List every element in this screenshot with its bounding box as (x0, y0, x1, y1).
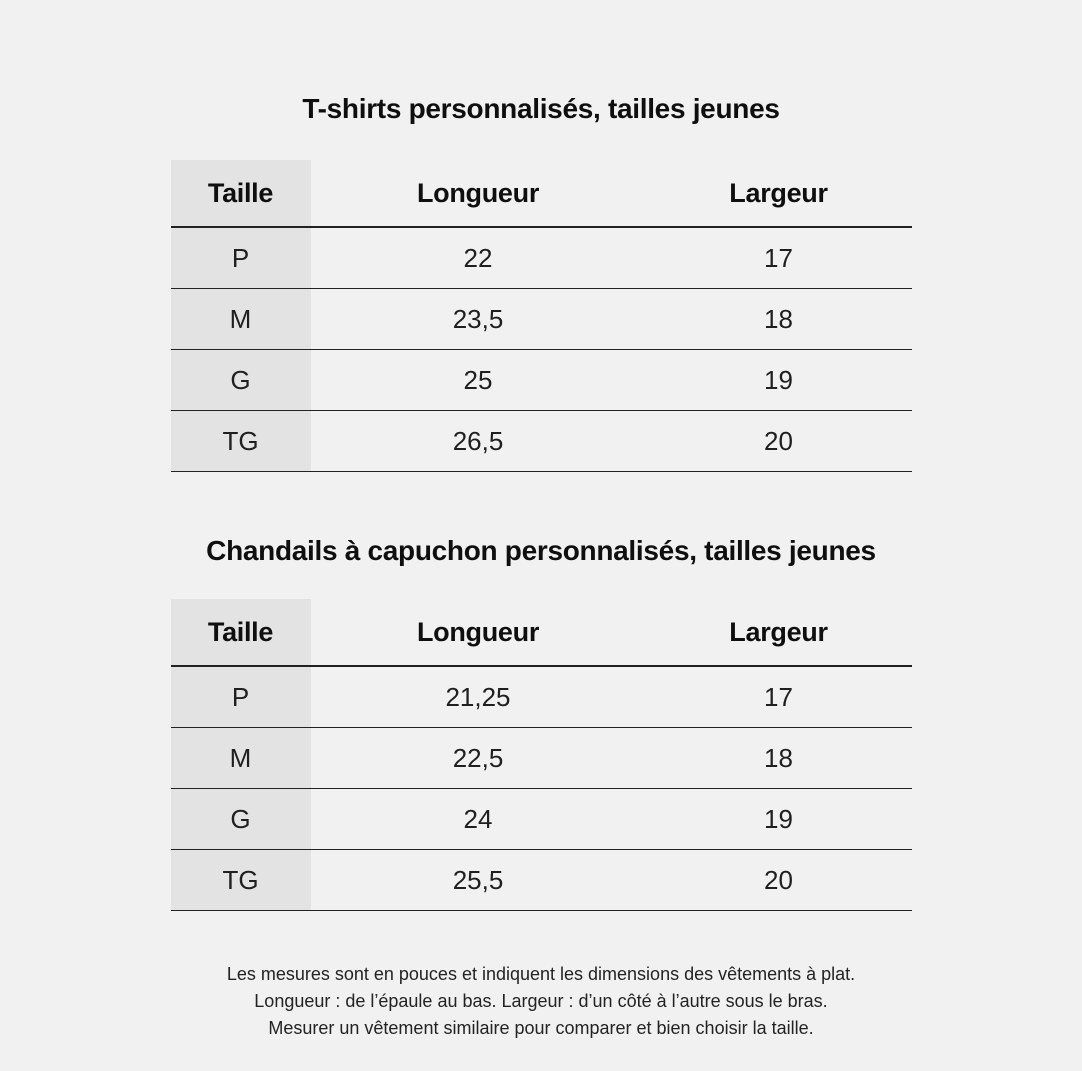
table-row (171, 227, 912, 289)
size-label: G (171, 789, 311, 850)
length-value: 25 (311, 350, 646, 411)
column-header-longueur: Longueur (311, 160, 646, 227)
column-header-longueur: Longueur (311, 599, 646, 666)
size-label: P (171, 666, 311, 728)
table-row (171, 411, 912, 472)
length-value: 26,5 (311, 411, 646, 472)
size-label: M (171, 289, 311, 350)
table-header-row (171, 599, 912, 666)
length-value: 22,5 (311, 728, 646, 789)
note-line-definitions: Longueur : de l’épaule au bas. Largeur : d’un côté à l’autre sous le bras. (254, 991, 828, 1012)
width-value: 19 (646, 350, 912, 411)
length-value: 24 (311, 789, 646, 850)
table-row (171, 728, 912, 789)
column-header-taille: Taille (171, 599, 311, 666)
size-label: TG (171, 411, 311, 472)
column-header-largeur: Largeur (646, 599, 912, 666)
note-line-advice: Mesurer un vêtement similaire pour comparer et bien choisir la taille. (268, 1018, 814, 1039)
tshirt-size-table (171, 160, 912, 472)
length-value: 23,5 (311, 289, 646, 350)
size-label: M (171, 728, 311, 789)
table-row (171, 350, 912, 411)
table-row (171, 850, 912, 911)
width-value: 17 (646, 227, 912, 289)
hoodie-section-title: Chandails à capuchon personnalisés, tailles jeunes (206, 535, 876, 567)
table-row (171, 789, 912, 850)
size-label: P (171, 227, 311, 289)
length-value: 22 (311, 227, 646, 289)
table-row (171, 289, 912, 350)
length-value: 25,5 (311, 850, 646, 911)
size-label: TG (171, 850, 311, 911)
hoodie-size-table (171, 599, 912, 911)
note-line-units: Les mesures sont en pouces et indiquent les dimensions des vêtements à plat. (226, 964, 856, 985)
column-header-largeur: Largeur (646, 160, 912, 227)
width-value: 18 (646, 289, 912, 350)
length-value: 21,25 (311, 666, 646, 728)
tshirt-section-title: T-shirts personnalisés, tailles jeunes (302, 93, 780, 125)
measurement-notes (171, 961, 912, 1042)
size-chart-sheet (171, 23, 912, 1042)
column-header-taille: Taille (171, 160, 311, 227)
size-label: G (171, 350, 311, 411)
table-row (171, 666, 912, 728)
table-header-row (171, 160, 912, 227)
width-value: 17 (646, 666, 912, 728)
width-value: 18 (646, 728, 912, 789)
width-value: 20 (646, 411, 912, 472)
width-value: 20 (646, 850, 912, 911)
width-value: 19 (646, 789, 912, 850)
